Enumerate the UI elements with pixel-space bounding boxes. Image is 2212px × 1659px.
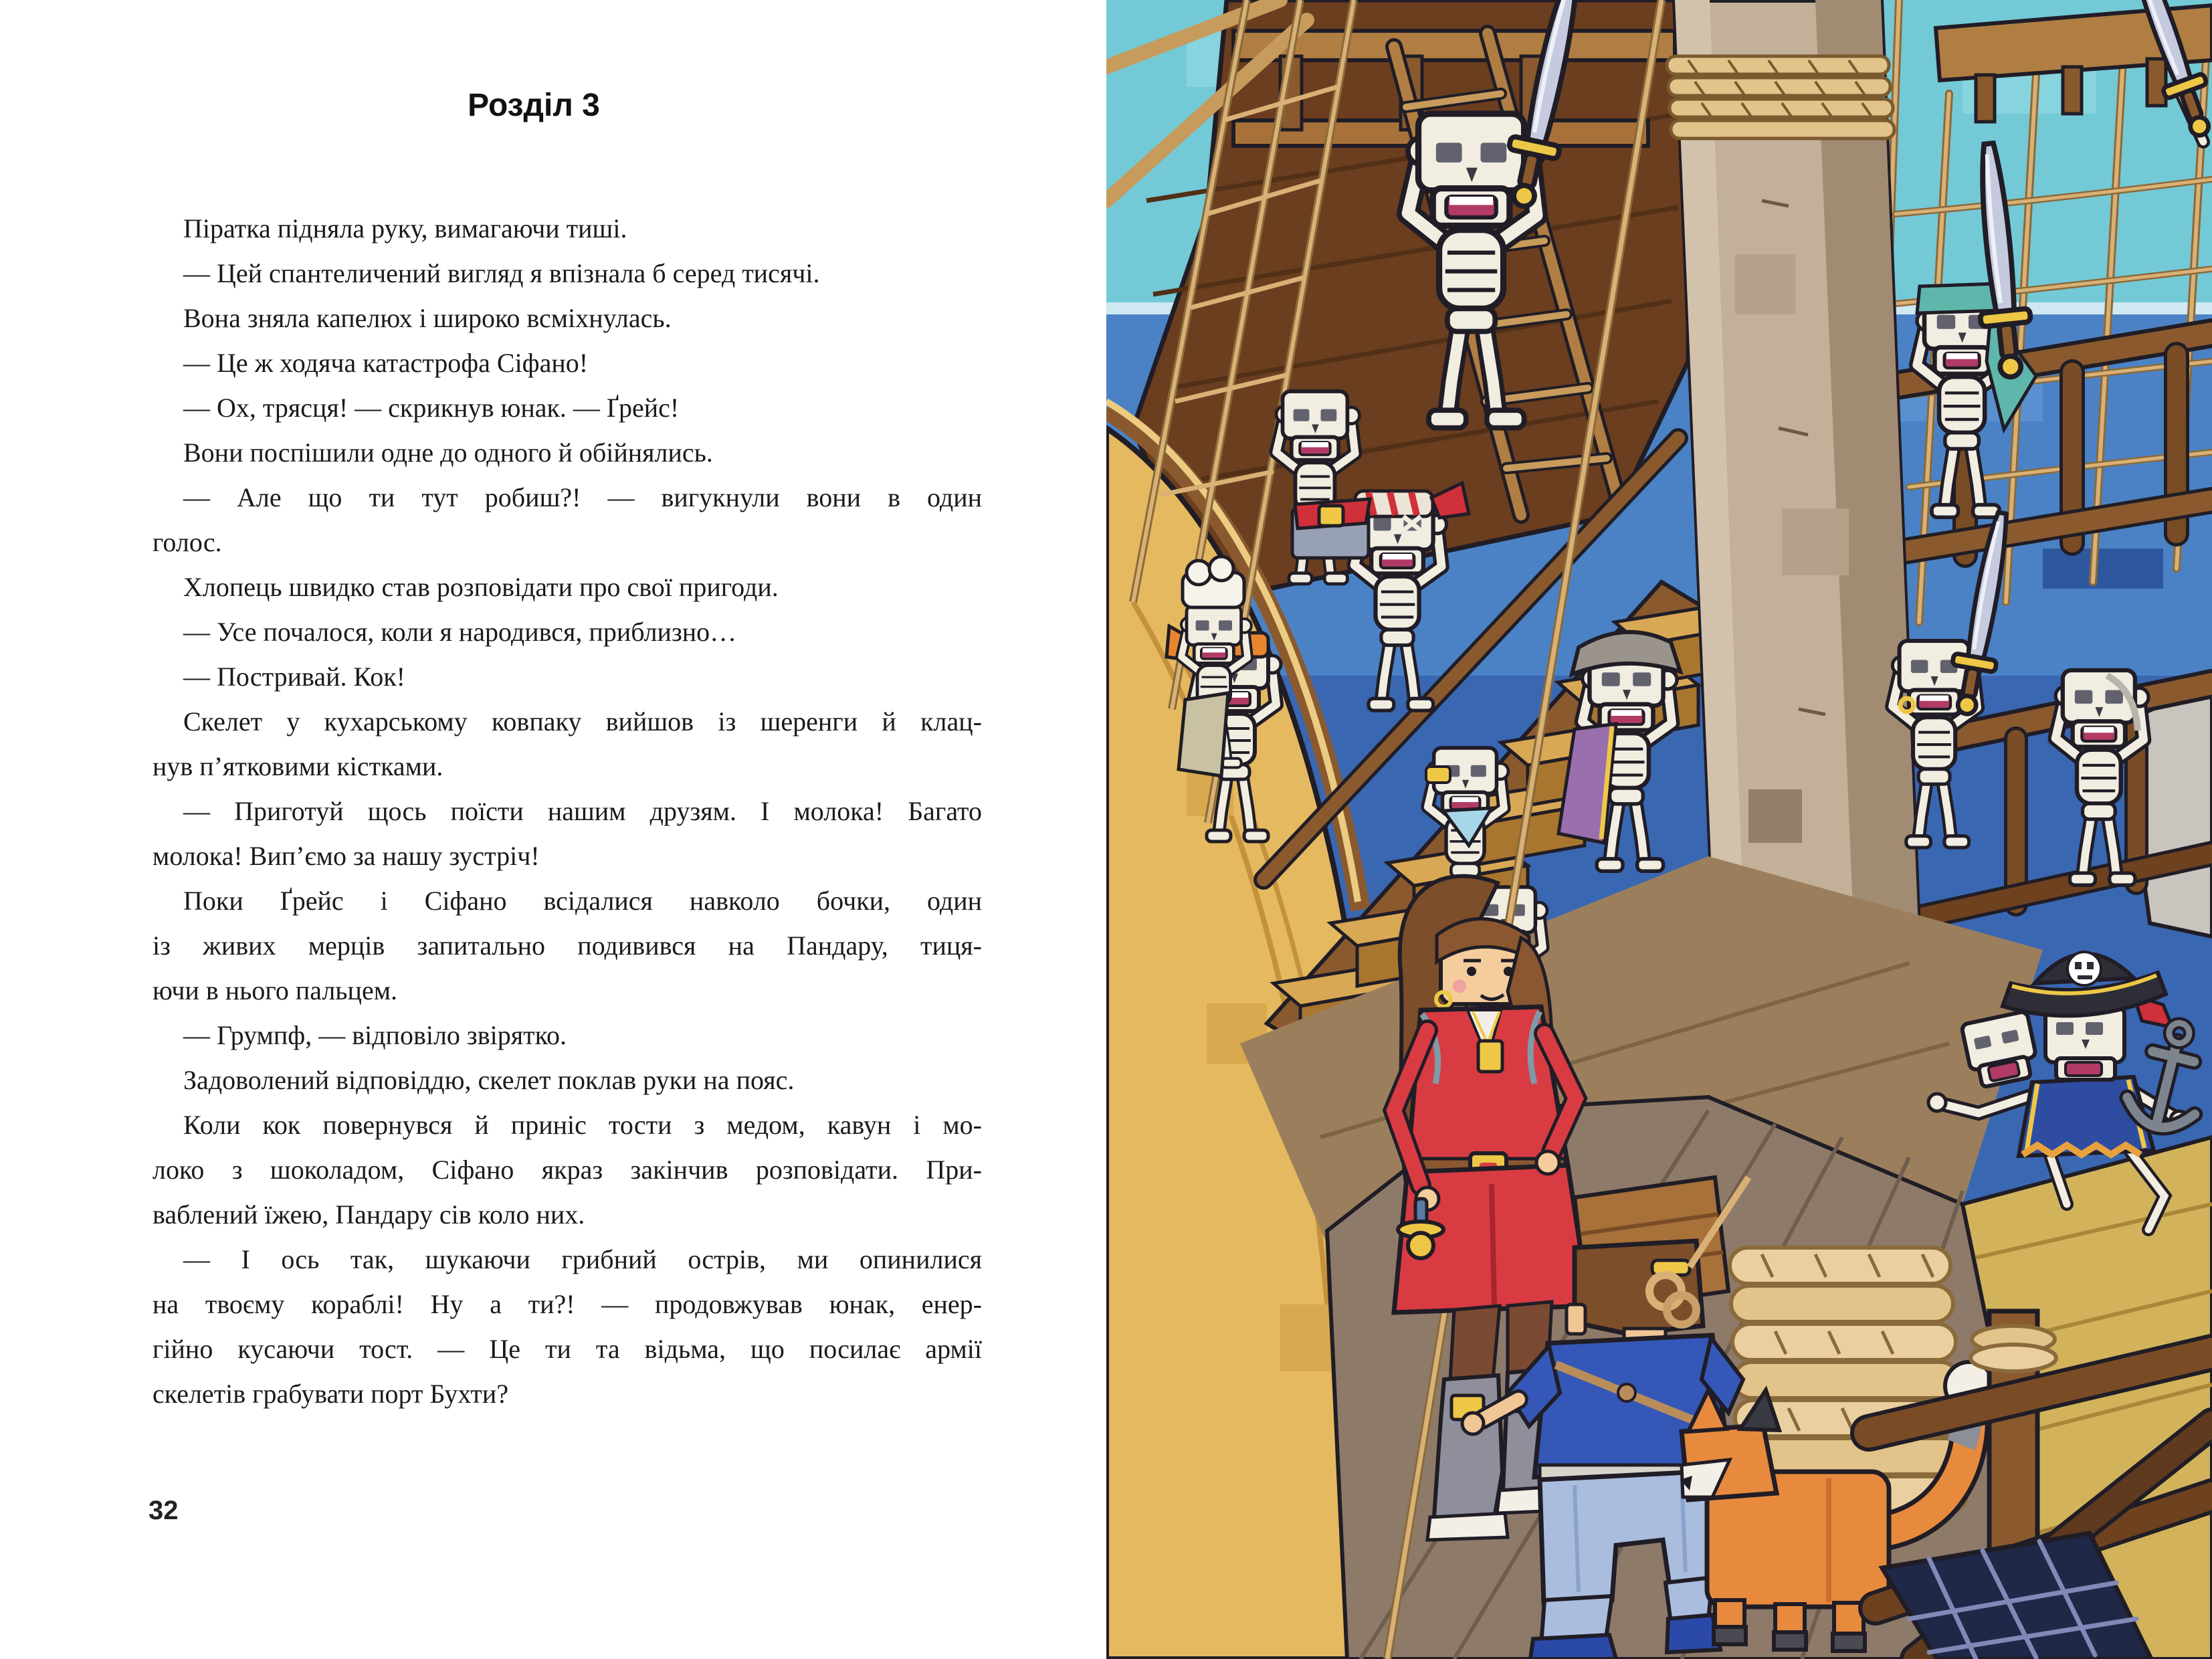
text-line: ючи в нього пальцем. bbox=[153, 975, 398, 1005]
text-line: Вони поспішили одне до одного й обійнялись. bbox=[183, 437, 713, 468]
text-line: — Цей спантеличений вигляд я впізнала б серед тисячі. bbox=[183, 258, 820, 288]
page-number: 32 bbox=[148, 1496, 179, 1525]
text-line: — Це ж ходяча катастрофа Сіфано! bbox=[183, 348, 589, 378]
text-line: Задоволений відповіддю, скелет поклав руки на пояс. bbox=[183, 1065, 795, 1095]
text-line: нув п’ятковими кістками. bbox=[153, 751, 443, 781]
text-line: на твоєму кораблі! Ну а ти?! — продовжував юнак, енер- bbox=[153, 1289, 982, 1319]
body-text bbox=[153, 206, 982, 1416]
text-line: — Усе почалося, коли я народився, приблизно… bbox=[183, 617, 737, 647]
text-line: із живих мерців запитально подивився на Пандару, тиця- bbox=[153, 931, 982, 961]
text-line: гійно кусаючи тост. — Це ти та відьма, що посилає армії bbox=[153, 1334, 982, 1364]
text-line: Коли кок повернувся й приніс тости з медом, кавун і мо- bbox=[183, 1110, 982, 1140]
text-line: Хлопець швидко став розповідати про свої пригоди. bbox=[183, 572, 779, 602]
text-line: Піратка підняла руку, вимагаючи тиші. bbox=[183, 213, 627, 243]
text-line: — Грумпф, — відповіло звірятко. bbox=[183, 1020, 567, 1050]
text-line: локо з шоколадом, Сіфано якраз закінчив розповідати. При- bbox=[153, 1155, 982, 1185]
text-line: Вона зняла капелюх і широко всміхнулась. bbox=[183, 303, 672, 333]
text-line: — Приготуй щось поїсти нашим друзям. І молока! Багато bbox=[183, 796, 982, 826]
text-line: — Але що ти тут робиш?! — вигукнули вони в один bbox=[183, 482, 982, 512]
chapter-title: Розділ 3 bbox=[468, 88, 600, 123]
pirate-ship-illustration bbox=[1106, 0, 2212, 1659]
text-line: ваблений їжею, Пандару сів коло них. bbox=[153, 1199, 585, 1230]
text-line: Скелет у кухарському ковпаку вийшов із шеренги й клац- bbox=[183, 706, 982, 737]
text-line: Поки Ґрейс і Сіфано всідалися навколо бочки, один bbox=[183, 886, 982, 916]
text-line: — Ох, трясця! — скрикнув юнак. — Ґрейс! bbox=[183, 393, 680, 423]
mast-rope-rings bbox=[1667, 56, 1894, 138]
text-line: — І ось так, шукаючи грибний острів, ми опинилися bbox=[183, 1244, 982, 1274]
text-line: голос. bbox=[153, 527, 222, 557]
text-line: — Постривай. Кок! bbox=[183, 662, 405, 692]
text-line: скелетів грабувати порт Бухти? bbox=[153, 1379, 509, 1409]
text-line: молока! Вип’ємо за нашу зустріч! bbox=[153, 841, 540, 871]
